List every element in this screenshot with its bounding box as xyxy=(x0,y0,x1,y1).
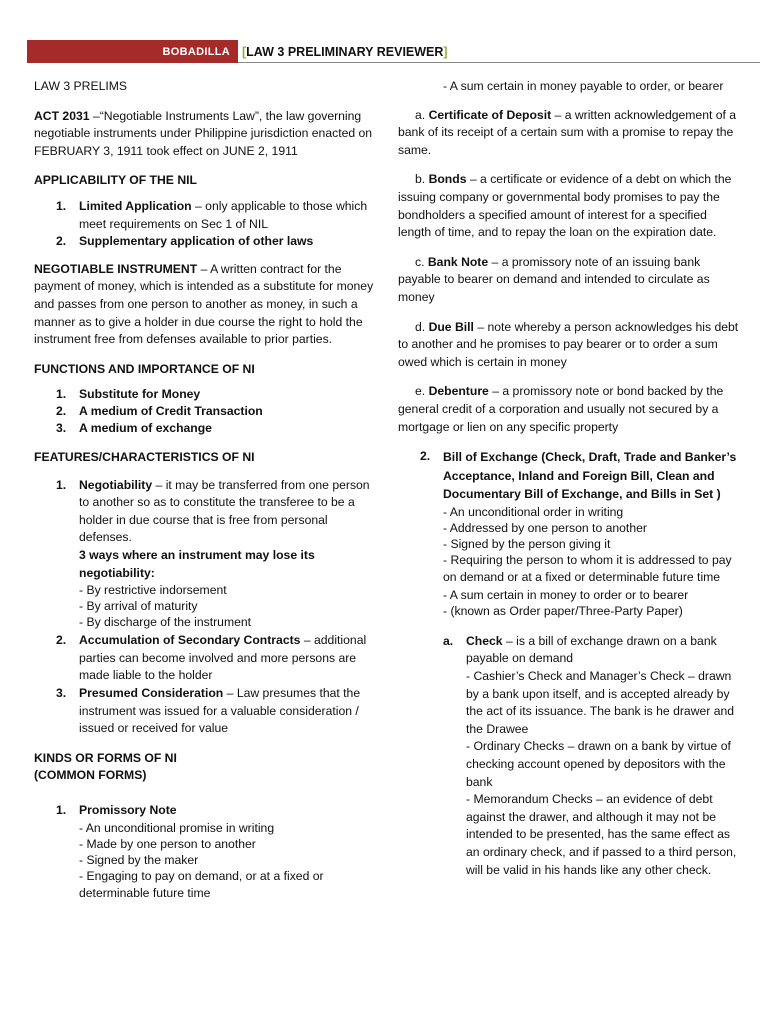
list-item-label: Bill of Exchange (Check, Draft, Trade and Banker’s Acceptance, Inland and Foreign Bill, Clean and Documentary Bill of Exchange, and Bills in Set ) xyxy=(443,450,737,502)
sub-item: - A sum certain in money payable to order, or bearer xyxy=(443,79,724,93)
sub-item: - Addressed by one person to another xyxy=(443,520,647,535)
sub-item: - Cashier’s Check and Manager’s Check – drawn by a bank upon itself, and is accepted already by the act of its issuance. The bank is he drawer and the Drawee xyxy=(466,668,735,736)
header-rule xyxy=(238,62,760,63)
definition-item xyxy=(398,171,740,241)
list-item-label: Presumed Consideration xyxy=(79,686,224,701)
functions-heading: FUNCTIONS AND IMPORTANCE OF NI xyxy=(34,361,255,376)
ni-text: – A written contract for the payment of money, which is intended as a substitute for money and passes from one person to another as money, in such a manner as to give a holder in due course the right to hold the instrument free from defenses available to prior parties. xyxy=(34,261,374,347)
applicability-heading: APPLICABILITY OF THE NIL xyxy=(34,173,197,188)
item-letter: c. xyxy=(415,254,425,269)
bracket-open: [ xyxy=(242,45,247,59)
header-author: BOBADILLA xyxy=(162,46,230,58)
list-item-text: – it may be transferred from one person to another so as to constitute the transferee to be a holder in due course that is free from personal defenses. xyxy=(79,477,370,545)
list-item-label: Limited Application xyxy=(79,198,192,213)
list-number: 1. xyxy=(56,803,67,817)
item-letter: a. xyxy=(443,633,454,648)
sub-item: - By discharge of the instrument xyxy=(79,615,252,630)
list-item xyxy=(34,477,379,631)
item-text: – is a bill of exchange drawn on a bank payable on demand xyxy=(466,633,717,666)
list-item xyxy=(398,448,740,619)
list-number: 1. xyxy=(56,198,67,213)
kinds-subheading: (COMMON FORMS) xyxy=(34,768,147,783)
list-number: 2. xyxy=(56,234,67,249)
sub-heading: 3 ways where an instrument may lose its negotiability: xyxy=(79,548,315,580)
item-text: – a promissory note or bond backed by the general credit of a corporation and usually not secured by a mortgage or lien on any specific property xyxy=(398,384,724,434)
list-item xyxy=(34,403,379,421)
list-item-text: – additional parties can become involved and more persons are made liable to the holder xyxy=(79,633,367,683)
list-item-text: Substitute for Money xyxy=(79,387,201,402)
item-label: Bank Note xyxy=(427,254,489,269)
act-text: –“Negotiable Instruments Law”, the law governing negotiable instruments under Philippine jurisdiction enacted on FEBRUARY 3, 1911 took effect on JUNE 2, 1911 xyxy=(34,108,373,158)
kinds-heading: KINDS OR FORMS OF NI xyxy=(34,750,177,765)
item-label: Bonds xyxy=(428,172,467,187)
header-author-bar xyxy=(27,40,238,63)
definition-item xyxy=(398,383,740,436)
item-label: Debenture xyxy=(428,384,489,399)
list-item-label: Accumulation of Secondary Contracts xyxy=(79,633,301,648)
sub-item: - By restrictive indorsement xyxy=(79,583,227,598)
item-text: – a written acknowledgement of a bank of its receipt of a certain sum with a promise to repay the same. xyxy=(398,107,737,157)
act-paragraph xyxy=(34,108,379,161)
list-item xyxy=(34,420,379,438)
list-number: 2. xyxy=(56,403,67,418)
sub-item: - Signed by the person giving it xyxy=(443,536,611,551)
sub-item: - A sum certain in money to order or to bearer xyxy=(443,587,689,602)
act-label: ACT 2031 xyxy=(34,108,90,123)
definition-item xyxy=(398,107,740,160)
list-item xyxy=(34,685,379,738)
sub-item: - An unconditional order in writing xyxy=(443,504,624,519)
sub-item: - Memorandum Checks – an evidence of debt against the drawer, and although it may not be intended to be presented, has the same effect as an ordinary check, and if passed to a third person, will be valid in his hands like any other check. xyxy=(466,792,737,877)
item-label: Check xyxy=(466,633,503,648)
item-text: – a promissory note of an issuing bank payable to bearer on demand and intended to circulate as money xyxy=(398,254,710,304)
list-number: 2. xyxy=(56,633,67,648)
definition-item xyxy=(398,319,740,372)
list-item-label: Negotiability xyxy=(79,477,153,492)
item-letter: e. xyxy=(415,384,426,399)
list-item-label: Supplementary application of other laws xyxy=(79,234,314,249)
sub-item: - An unconditional promise in writing xyxy=(79,820,275,835)
list-item-text: A medium of Credit Transaction xyxy=(79,403,263,418)
list-number: 3. xyxy=(56,420,67,435)
sub-item: - Ordinary Checks – drawn on a bank by virtue of checking account opened by depositors with the bank xyxy=(466,739,731,789)
list-number: 3. xyxy=(56,686,67,701)
functions-list xyxy=(34,386,379,437)
list-item xyxy=(34,632,379,685)
item-label: Certificate of Deposit xyxy=(428,107,552,122)
list-item xyxy=(34,233,379,251)
list-item xyxy=(34,802,379,903)
applicability-list xyxy=(34,198,379,251)
check-item xyxy=(398,633,740,879)
sub-item: - By arrival of maturity xyxy=(79,599,198,614)
left-column xyxy=(34,78,379,903)
list-number: 1. xyxy=(56,477,67,492)
sub-item: - Requiring the person to whom it is addressed to pay on demand or at a fixed or determinable future time xyxy=(443,552,732,585)
list-item-text: – only applicable to those which meet requirements on Sec 1 of NIL xyxy=(79,198,368,231)
item-letter: b. xyxy=(415,172,426,187)
definition-item xyxy=(398,254,740,307)
doc-heading: LAW 3 PRELIMS xyxy=(34,79,128,93)
list-item xyxy=(34,386,379,404)
list-number: 1. xyxy=(56,387,67,402)
header-title xyxy=(242,44,448,62)
sub-item: - Made by one person to another xyxy=(79,836,256,851)
item-label: Due Bill xyxy=(428,319,474,334)
right-column xyxy=(398,78,740,879)
sub-item: - Signed by the maker xyxy=(79,852,199,867)
list-item xyxy=(34,198,379,233)
list-number: 2. xyxy=(420,449,431,464)
item-text: – note whereby a person acknowledges his debt to another and he promises to pay bearer or to order a sum owed which is certain in money xyxy=(398,319,739,369)
list-item-text: – Law presumes that the instrument was issued for a valuable consideration / issued or received for value xyxy=(79,686,361,736)
sub-item: - (known as Order paper/Three-Party Paper) xyxy=(443,603,683,618)
list-item-label: Promissory Note xyxy=(79,803,177,817)
bracket-close: ] xyxy=(443,45,448,59)
ni-definition xyxy=(34,261,379,349)
features-list xyxy=(34,477,379,738)
item-letter: d. xyxy=(415,319,426,334)
features-heading: FEATURES/CHARACTERISTICS OF NI xyxy=(34,450,255,465)
sub-item: - Engaging to pay on demand, or at a fixed or determinable future time xyxy=(79,868,324,901)
list-item-text: A medium of exchange xyxy=(79,420,212,435)
ni-label: NEGOTIABLE INSTRUMENT xyxy=(34,261,198,276)
item-letter: a. xyxy=(415,107,426,122)
header-title-text: LAW 3 PRELIMINARY REVIEWER xyxy=(246,45,444,59)
item-text: – a certificate or evidence of a debt on which the issuing company or governmental body promises to pay the bondholders a specified amount of interest for a specified length of time, and to repay the loan on the expiration date. xyxy=(398,172,732,240)
